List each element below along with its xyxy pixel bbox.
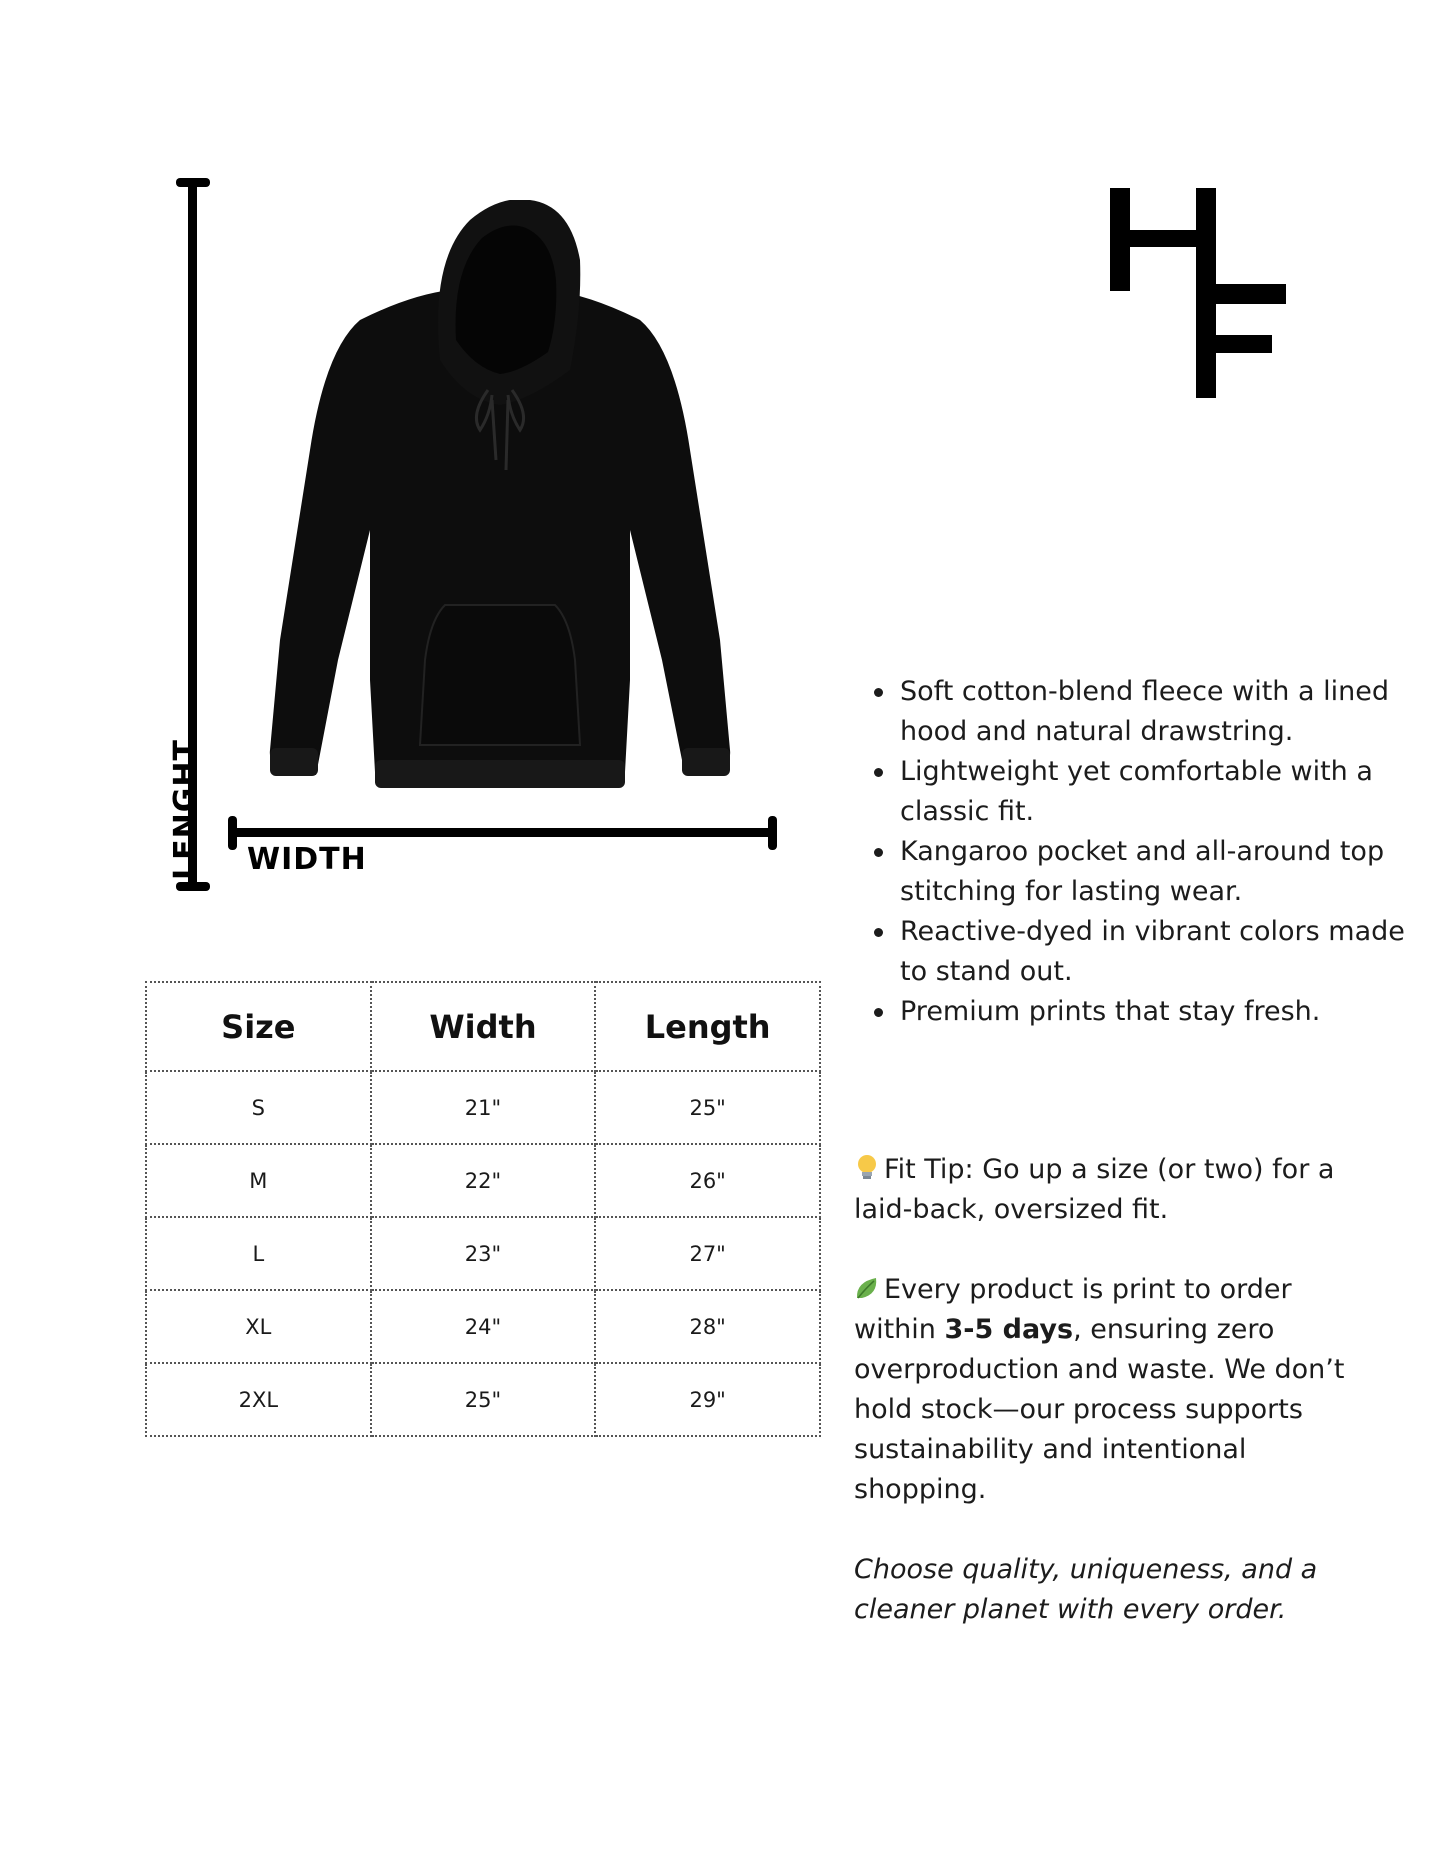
table-row <box>146 1217 820 1290</box>
hf-logo-icon <box>1108 188 1288 398</box>
size-cell: XL <box>146 1290 371 1363</box>
feature-list <box>854 672 1420 1032</box>
length-cell: 26" <box>595 1144 820 1217</box>
size-cell: S <box>146 1071 371 1144</box>
table-row <box>146 1363 820 1436</box>
width-cell: 24" <box>371 1290 596 1363</box>
header-width: Width <box>371 982 596 1071</box>
width-bar-right-cap <box>768 816 777 850</box>
feature-item: Premium prints that stay fresh. <box>900 992 1420 1032</box>
size-cell: 2XL <box>146 1363 371 1436</box>
table-header-row <box>146 982 820 1071</box>
length-cell: 25" <box>595 1071 820 1144</box>
width-cell: 22" <box>371 1144 596 1217</box>
closing-statement: Choose quality, uniqueness, and a cleaner planet with every order. <box>854 1554 1318 1625</box>
length-cell: 27" <box>595 1217 820 1290</box>
width-label: WIDTH <box>247 842 367 877</box>
eco-text-bold: 3-5 days <box>944 1314 1074 1345</box>
fit-tip-text: Fit Tip: Go up a size (or two) for a laid-back, oversized fit. <box>854 1154 1335 1225</box>
leaf-icon <box>854 1274 880 1302</box>
eco-text-prefix: Every product is print to order within <box>854 1274 1292 1345</box>
feature-item: Kangaroo pocket and all-around top stitching for lasting wear. <box>900 832 1420 912</box>
header-size: Size <box>146 982 371 1071</box>
size-cell: M <box>146 1144 371 1217</box>
table-row <box>146 1071 820 1144</box>
width-bar <box>230 828 776 837</box>
lightbulb-icon <box>854 1154 880 1182</box>
hoodie-image <box>230 200 770 820</box>
feature-item: Lightweight yet comfortable with a classic fit. <box>900 752 1420 832</box>
table-row <box>146 1290 820 1363</box>
feature-item: Reactive-dyed in vibrant colors made to stand out. <box>900 912 1420 992</box>
length-bar-bottom-cap <box>176 882 210 891</box>
length-label: LENGHT <box>168 739 203 880</box>
feature-item: Soft cotton-blend fleece with a lined hood and natural drawstring. <box>900 672 1420 752</box>
header-length: Length <box>595 982 820 1071</box>
length-cell: 28" <box>595 1290 820 1363</box>
width-cell: 21" <box>371 1071 596 1144</box>
width-cell: 25" <box>371 1363 596 1436</box>
eco-statement <box>854 1270 1374 1510</box>
width-cell: 23" <box>371 1217 596 1290</box>
table-row <box>146 1144 820 1217</box>
size-chart-table <box>145 981 821 1437</box>
eco-text-suffix: , ensuring zero overproduction and waste. We don’t hold stock—our process supports sustainability and intentional shopping. <box>854 1314 1345 1505</box>
fit-tip <box>854 1150 1374 1230</box>
size-cell: L <box>146 1217 371 1290</box>
length-cell: 29" <box>595 1363 820 1436</box>
